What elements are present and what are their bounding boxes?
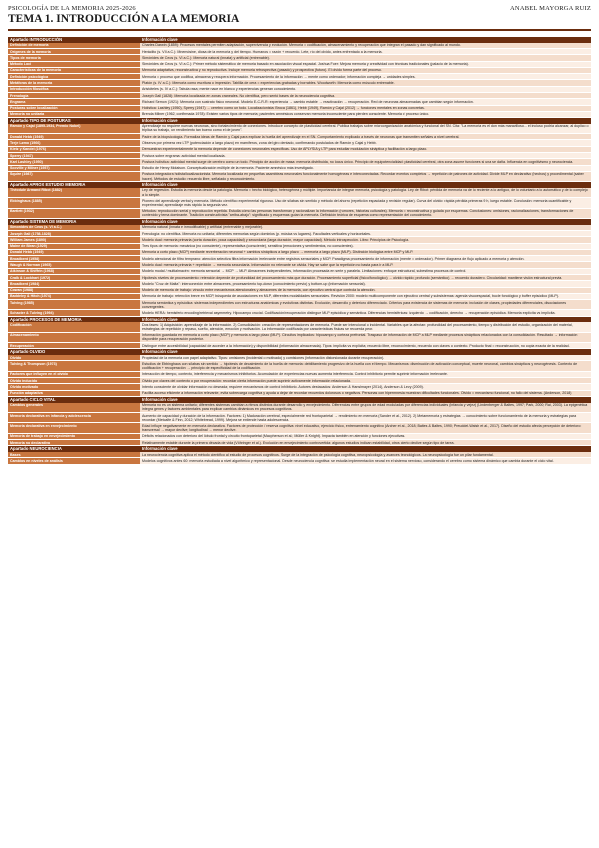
row-description: Olvido por claves del contexto o por recuperación: recordar cierta información puede suprimir activamente información relacionada. bbox=[140, 378, 591, 384]
section-title: Apartado PROCESOS DE MEMORIA bbox=[8, 316, 140, 322]
section-info-label: Información clave bbox=[140, 446, 591, 452]
row-description: Observa por primera vez LTP (potenciación a largo plazo) en mamíferos, zona del giro dentado, confirmando postulados de Ramón y Cajal y Hebb. bbox=[140, 140, 591, 146]
section-info-label: Información clave bbox=[140, 349, 591, 355]
row-topic: Bartlett (1932) bbox=[8, 208, 140, 218]
row-topic: Squire (1987) bbox=[8, 171, 140, 181]
row-topic: Definición psicológica bbox=[8, 74, 140, 80]
row-topic: Engrama bbox=[8, 99, 140, 105]
row-description: Aprendizaje no requiere nuevas neuronas, sino fortalecimiento de conexiones. Introduce concepto de plasticidad cerebral. Publica trabajos sobre microorganización anatómica y funcional del SN. Cita: "La memoria es el don más maravilloso... el incluso podría alcanzar, al duplico o triplica su trabajo, un rendimiento tan bueno como el de joven". bbox=[140, 124, 591, 134]
section-title: Apartado OLVIDO bbox=[8, 349, 140, 355]
section-title: Apartado CICLO VITAL bbox=[8, 396, 140, 402]
row-description: Dos fases: 1) Adquisición: aprendizaje de la información. 2) Consolidación: creación de representaciones de memoria. Puede ser intencional o incidental. Variables que la afectan: profundidad del procesamiento, tiempo y distribución del estudio, organización del material, estrategias de repetición y repaso, sueño, atención, emoción y motivación. La información codificada por características físicas se recuerda peor. bbox=[140, 322, 591, 332]
row-description: Modelo "Cruz de Malta": interconexión entre almacenes, procesamiento top-down (conocimiento previo) y bottom-up (información sensorial). bbox=[140, 281, 591, 287]
row-topic: Donald Hebb (1949) bbox=[8, 249, 140, 255]
summary-table-body bbox=[8, 37, 591, 464]
row-description: Relativamente estable durante la primera década de vida (Vöhringer et al.). Evolución en envejecimiento controvertida: algunos estudios indican estabilidad, otros cierto declive según tipo de tarea. bbox=[140, 440, 591, 446]
row-topic: Tulving (1985) bbox=[8, 300, 140, 310]
row-description: Aumento de capacidad y duración de la información. Factores: 1) Maduración cerebral, especialmente red frontoparietal → rendimiento en memoria (Sander et al., 2012). 2) Metamemoria y estrategias → conocimiento sobre funcionamiento de la memoria y estrategias para recordar (Metcalfe & Finn, 2012; Whitebread, 1999). Mejora se extiende hasta adolescencia. bbox=[140, 412, 591, 422]
section-info-label: Información clave bbox=[140, 316, 591, 322]
section-info-label: Información clave bbox=[140, 182, 591, 188]
course-label: PSICOLOGÍA DE LA MEMORIA 2025-2026 bbox=[8, 5, 136, 12]
section-info-label: Información clave bbox=[140, 37, 591, 43]
row-description: Interacción de tiempo, contexto, interferencia y mecanismos inhibitorios. Acumulación de experiencias nuevas aumenta interferencia. Control inhibitorio permite suprimir información irrelevante. bbox=[140, 371, 591, 377]
row-description: Postura integradora holista/localizacionista. Memoria localizada en pequeñas asambleas neuronales funcionalmente homogéneas e interconectadas. Recordar eventos completos → repetición de patrones de actividad. Divide MLP en declarativo (hechos) y procedimental (saber hacer). Métodos de estudio: recuerdo libre, señalado y reconocimiento. bbox=[140, 171, 591, 181]
section-title: Apartado TIPO DE POSTURAS bbox=[8, 118, 140, 124]
row-topic: Tulving & Thompson (1973) bbox=[8, 361, 140, 371]
row-description: Frenología: no científica. Memoria no unitaria; diferentes memorias según dominios (p. música vs lugares). Facultades verticales y horizontales. bbox=[140, 230, 591, 236]
section-title: Apartado APROX ESTUDIO MEMORIA bbox=[8, 182, 140, 188]
row-topic: Baddeley & Hitch (1974) bbox=[8, 293, 140, 299]
table-row bbox=[8, 124, 591, 134]
row-topic: Factores que influyen en el olvido bbox=[8, 371, 140, 377]
row-topic: Memoria de trabajo en envejecimiento bbox=[8, 433, 140, 439]
row-description: Memoria adaptativa, reconstructiva y no reproductiva. Incluye memoria retrospectiva (pasado) y prospectiva (futuro). El olvido forma parte del proceso. bbox=[140, 67, 591, 73]
section-info-label: Información clave bbox=[140, 396, 591, 402]
row-topic: Scoville y Milner (1957) bbox=[8, 165, 140, 171]
row-description: Modelo dual: memoria primaria + repetición → memoria secundaria. Información no relevante se olvida. Hay se sabe que la repetición no basta para ir a MLP. bbox=[140, 262, 591, 268]
row-topic: Olvido bbox=[8, 355, 140, 361]
row-topic: Maine de Biran (1929) bbox=[8, 243, 140, 249]
row-topic: Terje Lømo (1966) bbox=[8, 140, 140, 146]
row-topic: Donald Hebb (1949) bbox=[8, 134, 140, 140]
row-topic: Memoria declarativa en infancia y adolescencia bbox=[8, 412, 140, 422]
table-row bbox=[8, 458, 591, 464]
row-description: Estudio de Henry Molaison. Conceptualización múltiple de la memoria. Paciente amnésico más investigado. bbox=[140, 165, 591, 171]
row-topic: Definición de memoria bbox=[8, 43, 140, 49]
row-description: Intento consciente de olvidar información no deseada; requiere mecanismos de control inhibitorio. Autores destacados: Anderson & Hanslmayer (2014), Anderson & Levy (2009). bbox=[140, 384, 591, 390]
row-description: Modelo atencional de filtro temprano: atención selectiva filtra información irrelevante entre registros sensoriales y MCP. Paradigma procesamiento de información (mente = ordenador). Primer diagrama de flujo aplicado a memoria y atención. bbox=[140, 256, 591, 262]
summary-table bbox=[8, 37, 591, 465]
row-description: La neurociencia cognitiva aplica el método científico al estudio de procesos cognitivos. Surge de la integración de psicología cognitiva, neuropsicología y avances tecnológicos. La neuropsicología fue un pilar fundamental. bbox=[140, 452, 591, 458]
row-topic: Broadbent (1984) bbox=[8, 281, 140, 287]
row-description: Modelo dual: memoria primaria (corta duración, poca capacidad) y secundaria (larga duración, mayor capacidad). Método introspección. Libro: Principios de Psicología. bbox=[140, 237, 591, 243]
row-description: Ley de regresión. Estudia la memoria desde la patología. Memoria = hecho biológico, heterogénea y múltiple. Importancia de integrar memoria, psicología y patología. Ley de Ribot: pérdida de memoria va de lo reciente a lo antiguo, de lo voluntario a lo automático y de lo complejo a lo simple. bbox=[140, 188, 591, 198]
row-description: Postura holística: actividad mental surge de cerebro como un todo. Principio de acción de masa: memoria distribuida, no locus único. Principio de equipotencialidad: plasticidad cerebral, otra zona asume funciones si una se daña. Influencia en cognitivismo y neurociencia. bbox=[140, 159, 591, 165]
table-row bbox=[8, 361, 591, 371]
row-topic: Craik & Lockhart (1972) bbox=[8, 274, 140, 280]
row-description: Padre de la biopsicología. Formaliza ideas de Ramón y Cajal para explicar la huella del aprendizaje en el SN. Comportamiento explicado a través de neuronas que transmiten señales a nivel cerebral. bbox=[140, 134, 591, 140]
row-topic: Memoria no unitaria bbox=[8, 111, 140, 117]
row-topic: Introducción filosófica bbox=[8, 86, 140, 92]
row-description: Richard Semon (1921): Memoria con sustrato físico neuronal. Modelo E-C-R-R: experiencia → cambio estable → reactivación → recuperación. Red de neuronas almacenadas que cambian según información. bbox=[140, 99, 591, 105]
row-description: Aristóteles (s. IV a.C.): Tabula rasa; mente nace en blanco y experiencias generan conocimiento. bbox=[140, 86, 591, 92]
row-topic: Método Loci bbox=[8, 61, 140, 67]
page-title: TEMA 1. INTRODUCCIÓN A LA MEMORIA bbox=[8, 13, 240, 25]
table-row bbox=[8, 198, 591, 208]
row-description: Métodos: reproducción serial y reproducción repetida. Estudia cómo las personas transforman y racionalizan la información (rumores, historias culturales). Memoria = reconstructiva y guiada por esquemas. Conclusiones: omisiones, racionalizaciones, transformaciones de contenido y tema dominante. Tradición constructivista "arriba-abajo": significado y esquemas guían la memoria. Definición teórica de esquema como representación del conocimiento. bbox=[140, 208, 591, 218]
row-topic: Características de la memoria bbox=[8, 67, 140, 73]
table-row bbox=[8, 171, 591, 181]
row-topic: Théodule Armand Ribot (1882) bbox=[8, 188, 140, 198]
row-description: Memoria de trabajo: retención breve en MCP, búsqueda de asociaciones en MLP, diferentes modalidades sensoriales. Revisión 2000: modelo multicomponente con ejecutivo central y subsistemas: agenda visuoespacial, bucle fonológico y buffer episódico (MLP). bbox=[140, 293, 591, 299]
row-topic: Orígenes de la memoria bbox=[8, 48, 140, 54]
row-description: Demuestran experimentalmente la memoria depende de conexiones neuronales específicas. Uso de APLYSIA y LTP para estudiar modulación sináptica y facilitación a largo plazo. bbox=[140, 146, 591, 152]
row-description: Tres tipos de memoria: mecánica (no consciente), representativa (consciente), sensitiva (emociones y sentimientos, no conscientes). bbox=[140, 243, 591, 249]
row-description: Déficits relacionados con deterioro del lóbulo frontal y circuito frontoparietal (Macpherson et al.; Müller & Knight). Impacta también en atención y funciones ejecutivas. bbox=[140, 433, 591, 439]
row-description: Postura sobre engrama: actividad mental localizada. bbox=[140, 152, 591, 158]
row-description: Simónides de Ceos (s. VI a.C.): Memoria natural (innata) y artificial (entrenable). bbox=[140, 55, 591, 61]
row-description: Memoria natural (innata e inmodificable) y artificial (entrenable y mejorable). bbox=[140, 225, 591, 231]
row-topic: Karl Lashley (1950) bbox=[8, 159, 140, 165]
section-title: Apartado INTRODUCCIÓN bbox=[8, 37, 140, 43]
row-description: Modelo de memoria de trabajo: vínculo entre mecanismos atencionales y almacenes de la memoria, con ejecutivo central que controla la atención. bbox=[140, 287, 591, 293]
row-description: Simónides de Ceos (s. VI a.C.): Primer método sistemático de memoria basado en asociación visual espacial. Joshua Foer: Mejora memoria y creatividad con técnicas tradicionales (palacio de la memoria). bbox=[140, 61, 591, 67]
row-description: Memoria a corto plazo (MCP) mediante reverberación neuronal + cambios sinápticos a largo plazo → memoria a largo plazo (MLP). Distinción biológica entre MCP y MLP. bbox=[140, 249, 591, 255]
row-description: Brenda Milner (1962, confirmada 1978): Existen varios tipos de memoria; pacientes amnésicos conservan memoria inconsciente para pierden consciente. Memoria ≠ proceso único. bbox=[140, 111, 591, 117]
row-description: Propiedad de la memoria con papel adaptativo. Tipos: omisiones (incidental o motivado) y comisiones (información distorsionada durante recuperación). bbox=[140, 355, 591, 361]
row-topic: Kletz y Kandel (1976) bbox=[8, 146, 140, 152]
header-bar bbox=[8, 0, 591, 12]
section-info-label: Información clave bbox=[140, 118, 591, 124]
table-row bbox=[8, 332, 591, 342]
table-row bbox=[8, 322, 591, 332]
row-topic: Recuperación bbox=[8, 343, 140, 349]
row-description: Estudios de Ebbinghaus con sílabas sin sentido → hipótesis de decaimiento de la huella de memoria: debilitamiento progresivo de la huella con el tiempo. Mecanismos: disminución de activación conceptual, muerte neuronal, cambios sinápticos y neurogénesis. Contexto de codificación + recuperación → principio de especificidad de la codificación. bbox=[140, 361, 591, 371]
row-topic: Ramón y Cajal (1895-1934, Premio Nobel) bbox=[8, 124, 140, 134]
row-topic: Memoria no declarativa bbox=[8, 440, 140, 446]
row-description: Platón (s. IV a.C.): Memoria como escritura o impresión. Tablilla de cera = experiencias grabadas y borrables. Woodworth: Memoria como músculo entrenable. bbox=[140, 80, 591, 86]
row-description: Distingue entre accesibilidad (capacidad de acceder a la información) y disponibilidad (información almacenada). Tipos: implícita vs explícita; recuerdo libre, reconocimiento, recuerdo con claves o contexto. Producto final = reconstrucción, no copia exacta de la realidad. bbox=[140, 343, 591, 349]
row-topic: Frenología bbox=[8, 92, 140, 98]
row-topic: Almacenamiento bbox=[8, 332, 140, 342]
row-description: Joseph Gall (1828): Memoria localizada en zonas craneales. No científica, pero sentó bases de la neurociencia cognitiva. bbox=[140, 92, 591, 98]
row-topic: Joseph Gall (1758-1828) bbox=[8, 230, 140, 236]
row-description: Charles Darwin (1859): Procesos mentales permiten adaptación, supervivencia y evolución. Memoria = codificación, almacenamiento y recuperación que integran el pasado y dan significado al mundo. bbox=[140, 43, 591, 49]
row-topic: Cambios en niveles de análisis bbox=[8, 458, 140, 464]
row-description: Hipótesis niveles de procesamiento: retención depende de profundidad del procesamiento más que duración. Procesamiento superficial (físico/fonológico) → olvido rápido; profundo (semántico) → recuerdo duradero. Circularidad: mantiene visión estructural previa. bbox=[140, 274, 591, 280]
table-row bbox=[8, 300, 591, 310]
row-description: Modelo HERA: hemisferio encoding/retrieval asymmetry. Hipocampo crucial. Codificación/recuperación distingue MLP episódica y semántica. Diferencias hemisféricas: izquierdo → codificación, derecho → recuperación episódica. Memoria explícita vs implícita. bbox=[140, 310, 591, 316]
row-topic: Waugh & Norman (1965) bbox=[8, 262, 140, 268]
row-description: Memoria = proceso que codifica, almacena y recupera información. Procesamiento de la información → mente como ordenador; información compleja → unidades simples. bbox=[140, 74, 591, 80]
row-description: Pionero del aprendizaje verbal y memoria. Método científico experimental riguroso. Uso de sílabas sin sentido y método del ahorro (repetición espaciada y revisión regular). Curva del olvido: rápida pérdida primeras 9 h, luego estable. Conclusión: memoria cuantificable y experimental; aprendizaje más rápido la segunda vez. bbox=[140, 198, 591, 208]
row-topic: William James (1890) bbox=[8, 237, 140, 243]
table-row bbox=[8, 208, 591, 218]
row-topic: Bases bbox=[8, 452, 140, 458]
row-topic: Metáforas de la memoria bbox=[8, 80, 140, 86]
row-description: Memoria no es un sistema unitario; diferentes sistemas cambian a ritmos distintos durante desarrollo y envejecimiento. Diferencias entre grupos de edad moduladas por diferencias individuales (infancia y vejez) (Lindenberger & Baltes, 1997; Park, 2000; Rai, 2003). La epigenética integra genes y factores ambientales para explicar cambios dinámicos en procesos cognitivos. bbox=[140, 403, 591, 413]
row-description: Modelo modal / multialmacén: memoria sensorial → MCP → MLP. Almacenes independientes, información procesada en serie y paralela. Limitaciones: enfoque estructural, subestima procesos de control. bbox=[140, 268, 591, 274]
row-topic: Tipos de memoria bbox=[8, 55, 140, 61]
row-description: Holística: Lashley (1950), Sperry (1947) → cerebro como un todo. Localizacionista: Broca (1861), Hebb (1949), Ramón y Cajal (2012) → funciones mentales en zonas concretas. bbox=[140, 105, 591, 111]
table-row bbox=[8, 188, 591, 198]
row-topic: Función adaptativa bbox=[8, 390, 140, 396]
row-topic: Atkinson & Shiffrin (1968) bbox=[8, 268, 140, 274]
row-topic: Broadbent (1958) bbox=[8, 256, 140, 262]
row-topic: Sperry (1947) bbox=[8, 152, 140, 158]
row-topic: Ebbinghaus (1885) bbox=[8, 198, 140, 208]
row-description: Modelos cognitivos antes 60: memoria estudiada a nivel algorítmico y representacional. Desde neurociencia cognitiva: se estudia implementación neural en el sistema nervioso, considerando el cerebro como sistema dinámico que cambia durante el ciclo vital. bbox=[140, 458, 591, 464]
row-description: Edad influye negativamente en memoria declarativa. Factores de protección / reserva cognitiva: nivel educativo, ejercicio físico, entrenamiento cognitivo (Archer et al., 2018; Baltes & Baltes, 1990; Preuddel-Walsh et al., 2017). Diseño del estudio afecta percepción de deterioro: transversal → mayor declive; longitudinal → menor declive. bbox=[140, 423, 591, 433]
row-topic: Cambios generales bbox=[8, 403, 140, 413]
row-description: Información guardada en memoria a corto plazo (MCP) y memoria a largo plazo (MLP). Circuitos implicados: hipocampo y corteza prefrontal. Traspaso de información de MCP a MLP mediante procesos sinápticos relacionados con la consolidación. Resultado → información disponible para recuperación posterior. bbox=[140, 332, 591, 342]
row-topic: Codificación bbox=[8, 322, 140, 332]
row-topic: Cowan (1988) bbox=[8, 287, 140, 293]
table-row bbox=[8, 412, 591, 422]
author-label: ANABEL MAYORGA RUIZ bbox=[510, 5, 591, 12]
row-topic: Olvido motivado bbox=[8, 384, 140, 390]
row-description: Memoria semántica y episódica: sistemas independientes con estructuras anatómicas y evolutivas distintas. Evolución, desarrollo y deterioro diferenciado. Criterios para existencia de sistemas de memoria: inclusión de clases, propiedades diferenciales, disociaciones convergentes. bbox=[140, 300, 591, 310]
row-topic: Posturas sobre localización bbox=[8, 105, 140, 111]
row-topic: Memoria declarativa en envejecimiento bbox=[8, 423, 140, 433]
row-description: Heráclito (s. VII a.C.): Mnemósine, diosa de la memoria y del tiempo. Humanos = razón + recuerdo. Lete, río del olvido, antes enfrentado a la memoria. bbox=[140, 48, 591, 54]
row-description: Facilita acceso eficiente a información relevante, evita sobrecarga cognitiva y ayuda a dejar de recordar recuerdos dolorosos o negativos. Personas con hipermnesia muestran dificultades funcionales. Olvido = mecanismo funcional, no fallo del sistema. (Anderson, 2018) bbox=[140, 390, 591, 396]
document-page bbox=[8, 0, 591, 465]
row-topic: Schacter & Tulving (1994) bbox=[8, 310, 140, 316]
title-divider bbox=[8, 29, 591, 31]
row-topic: Simonides de Ceos (s. VI a.C.) bbox=[8, 225, 140, 231]
section-title: Apartado SISTEMA DE MEMORIA bbox=[8, 219, 140, 225]
section-title: Apartado NEUROCIENCIA bbox=[8, 446, 140, 452]
table-row bbox=[8, 403, 591, 413]
table-row bbox=[8, 423, 591, 433]
section-info-label: Información clave bbox=[140, 219, 591, 225]
row-topic: Olvido inducido bbox=[8, 378, 140, 384]
